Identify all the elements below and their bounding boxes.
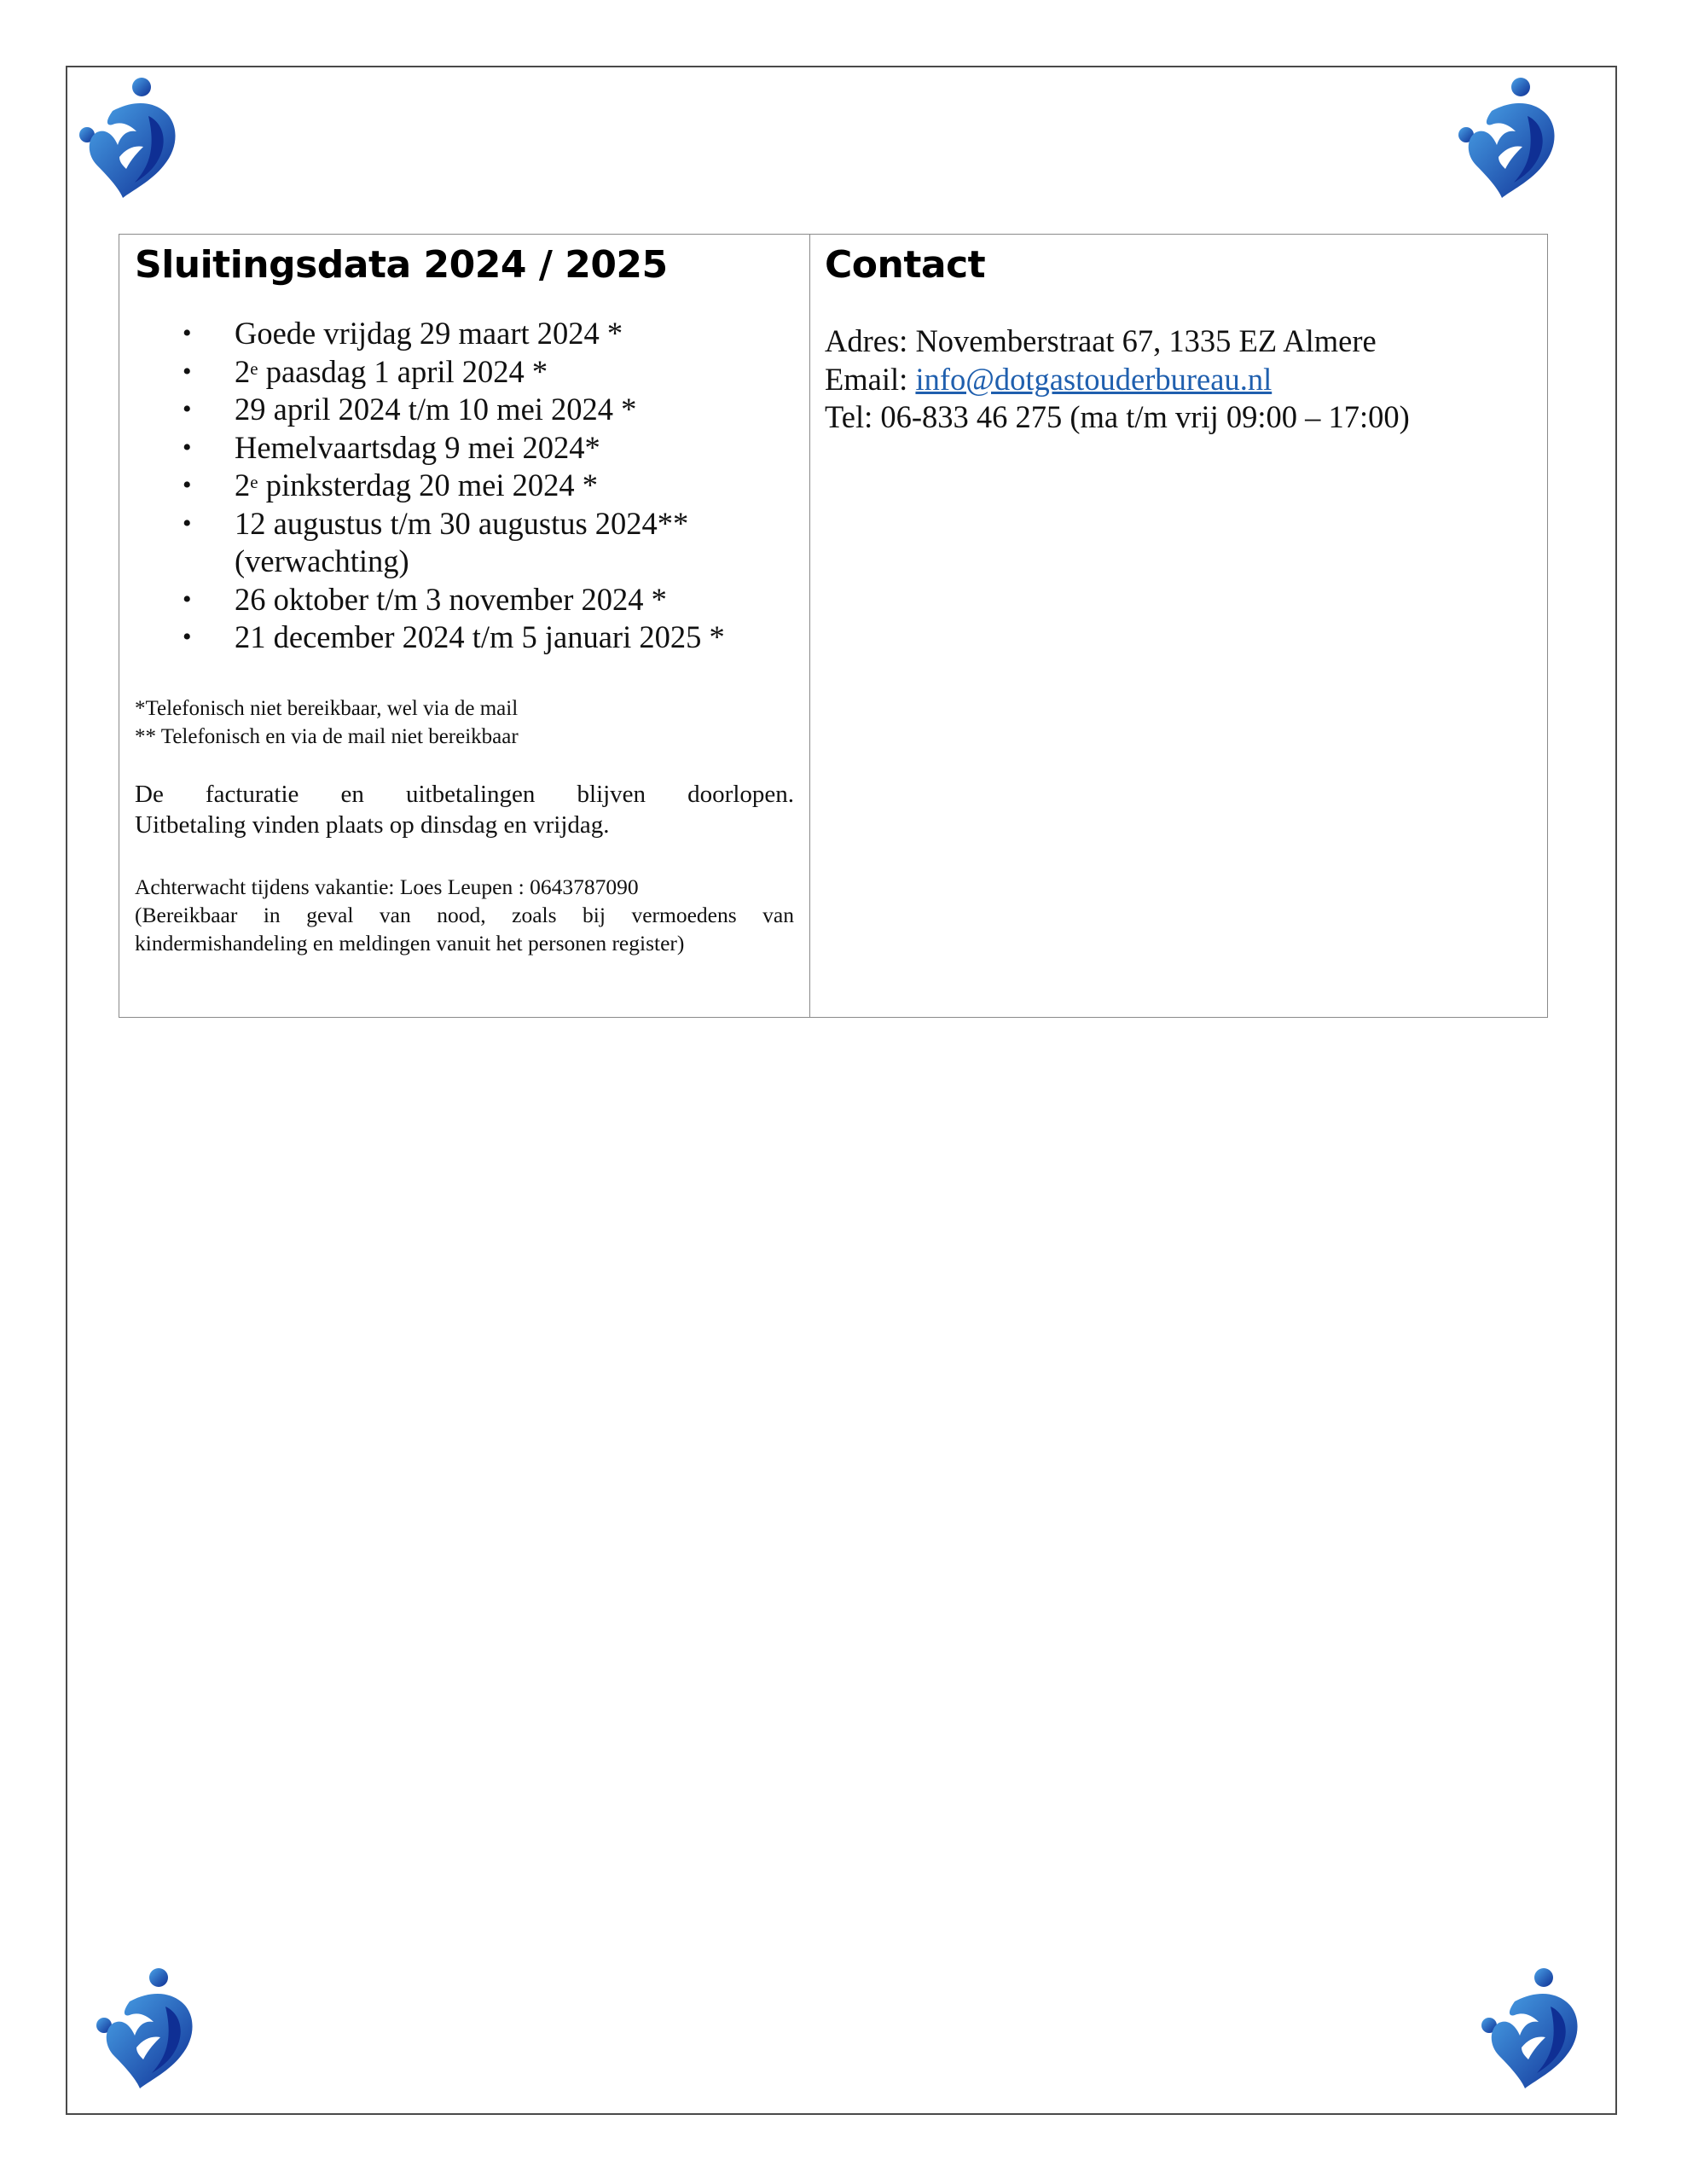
contact-cell xyxy=(810,235,1547,1017)
bullet-icon: • xyxy=(183,623,192,651)
bullet-icon: • xyxy=(183,319,192,347)
backup-paragraph xyxy=(135,873,794,957)
list-item: • 12 augustus t/m 30 augustus 2024** (verwachting) xyxy=(183,505,689,578)
contact-phone: Tel: 06-833 46 275 (ma t/m vrij 09:00 – 17:00) xyxy=(825,399,1410,434)
footnote-single-star: *Telefonisch niet bereikbaar, wel via de mail xyxy=(135,696,519,720)
list-item: • 2e pinksterdag 20 mei 2024 * xyxy=(135,467,794,505)
bullet-icon: • xyxy=(183,471,192,499)
contact-details xyxy=(825,322,1532,437)
heart-figure-logo-icon xyxy=(1454,73,1567,201)
list-item: • Hemelvaartsdag 9 mei 2024* xyxy=(135,429,794,468)
footnote-double-star: ** Telefonisch en via de mail niet bereikbaar xyxy=(135,724,519,748)
backup-note-line: kindermishandeling en meldingen vanuit het personen register) xyxy=(135,930,685,956)
info-table xyxy=(119,234,1548,1018)
list-item: • 2e paasdag 1 april 2024 * xyxy=(135,353,794,392)
contact-heading: Contact xyxy=(825,243,986,287)
footnotes xyxy=(135,694,794,751)
bullet-icon: • xyxy=(183,433,192,462)
contact-address: Adres: Novemberstraat 67, 1335 EZ Almere xyxy=(825,323,1377,358)
list-item: • 26 oktober t/m 3 november 2024 * xyxy=(135,581,794,619)
list-item: • 21 december 2024 t/m 5 januari 2025 * xyxy=(135,619,794,657)
closing-dates-cell xyxy=(119,235,810,1017)
closing-dates-list xyxy=(135,315,794,657)
contact-email: Email: info@dotgastouderbureau.nl xyxy=(825,361,1272,397)
list-item: • Goede vrijdag 29 maart 2024 * xyxy=(135,315,794,353)
billing-line: De facturatie en uitbetalingen blijven doorlopen. xyxy=(135,780,794,808)
billing-line: Uitbetaling vinden plaats op dinsdag en vrijdag. xyxy=(135,810,610,839)
email-link[interactable]: info@dotgastouderbureau.nl xyxy=(915,361,1272,397)
backup-contact-line: Achterwacht tijdens vakantie: Loes Leupen : 0643787090 xyxy=(135,874,639,899)
bullet-icon: • xyxy=(183,508,192,537)
heart-figure-logo-icon xyxy=(75,73,188,201)
bullet-icon: • xyxy=(183,395,192,423)
closing-dates-heading: Sluitingsdata 2024 / 2025 xyxy=(135,243,668,287)
backup-note-line: (Bereikbaar in geval van nood, zoals bij vermoedens van xyxy=(135,902,794,927)
heart-figure-logo-icon xyxy=(92,1964,205,2092)
bullet-icon: • xyxy=(183,357,192,386)
bullet-icon: • xyxy=(183,584,192,613)
heart-figure-logo-icon xyxy=(1477,1964,1590,2092)
billing-paragraph xyxy=(135,779,794,840)
list-item: • 29 april 2024 t/m 10 mei 2024 * xyxy=(135,391,794,429)
